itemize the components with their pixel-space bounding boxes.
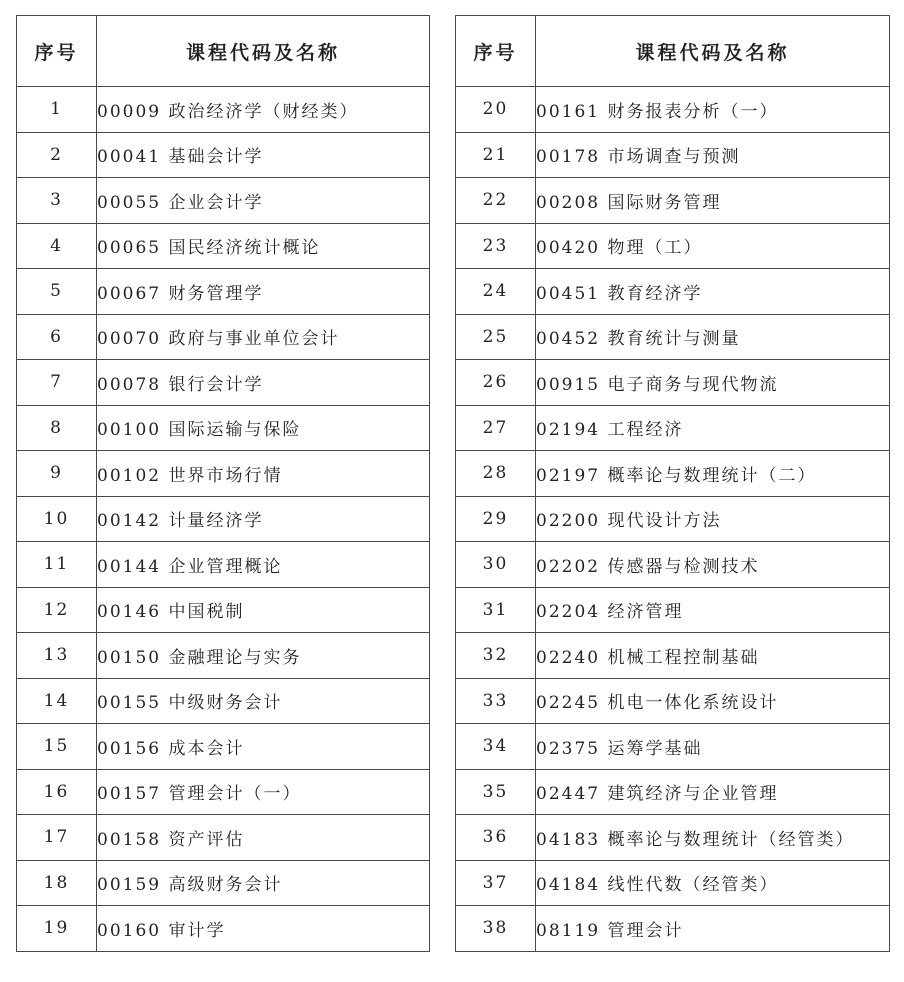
serial-number-cell: 7 xyxy=(17,360,97,406)
table-row xyxy=(456,542,890,588)
course-code-name-cell: 00055 企业会计学 xyxy=(97,178,430,224)
header-serial-number: 序号 xyxy=(17,16,97,87)
serial-number-cell: 35 xyxy=(456,769,536,815)
table-row xyxy=(456,633,890,679)
table-row xyxy=(17,587,430,633)
table-row xyxy=(456,314,890,360)
table-row xyxy=(456,496,890,542)
serial-number-cell: 13 xyxy=(17,633,97,679)
serial-number-cell: 37 xyxy=(456,860,536,906)
table-row xyxy=(17,542,430,588)
serial-number-cell: 16 xyxy=(17,769,97,815)
serial-number-cell: 36 xyxy=(456,815,536,861)
course-code-name-cell: 00065 国民经济统计概论 xyxy=(97,223,430,269)
table-row xyxy=(456,769,890,815)
serial-number-cell: 10 xyxy=(17,496,97,542)
serial-number-cell: 26 xyxy=(456,360,536,406)
course-code-name-cell: 00178 市场调查与预测 xyxy=(536,132,890,178)
table-row xyxy=(17,496,430,542)
course-code-name-cell: 00009 政治经济学（财经类） xyxy=(97,87,430,133)
course-code-name-cell: 02197 概率论与数理统计（二） xyxy=(536,451,890,497)
serial-number-cell: 22 xyxy=(456,178,536,224)
header-course-code-name: 课程代码及名称 xyxy=(536,16,890,87)
course-table-right xyxy=(455,15,890,952)
serial-number-cell: 23 xyxy=(456,223,536,269)
table-row xyxy=(17,132,430,178)
course-code-name-cell: 04183 概率论与数理统计（经管类） xyxy=(536,815,890,861)
table-row xyxy=(17,860,430,906)
serial-number-cell: 6 xyxy=(17,314,97,360)
course-code-name-cell: 08119 管理会计 xyxy=(536,906,890,952)
course-code-name-cell: 02240 机械工程控制基础 xyxy=(536,633,890,679)
serial-number-cell: 28 xyxy=(456,451,536,497)
course-code-name-cell: 02447 建筑经济与企业管理 xyxy=(536,769,890,815)
serial-number-cell: 9 xyxy=(17,451,97,497)
serial-number-cell: 14 xyxy=(17,678,97,724)
course-code-name-cell: 00142 计量经济学 xyxy=(97,496,430,542)
course-code-name-cell: 00102 世界市场行情 xyxy=(97,451,430,497)
table-row xyxy=(456,860,890,906)
table-row xyxy=(17,451,430,497)
course-code-name-cell: 02245 机电一体化系统设计 xyxy=(536,678,890,724)
table-row xyxy=(456,87,890,133)
serial-number-cell: 32 xyxy=(456,633,536,679)
serial-number-cell: 4 xyxy=(17,223,97,269)
course-code-name-cell: 00067 财务管理学 xyxy=(97,269,430,315)
course-code-name-cell: 00161 财务报表分析（一） xyxy=(536,87,890,133)
table-row xyxy=(17,906,430,952)
table-row xyxy=(17,360,430,406)
serial-number-cell: 30 xyxy=(456,542,536,588)
serial-number-cell: 18 xyxy=(17,860,97,906)
serial-number-cell: 34 xyxy=(456,724,536,770)
table-header-row xyxy=(17,16,430,87)
table-row xyxy=(17,815,430,861)
serial-number-cell: 11 xyxy=(17,542,97,588)
serial-number-cell: 24 xyxy=(456,269,536,315)
table-row xyxy=(456,360,890,406)
serial-number-cell: 38 xyxy=(456,906,536,952)
header-course-code-name: 课程代码及名称 xyxy=(97,16,430,87)
course-code-name-cell: 00158 资产评估 xyxy=(97,815,430,861)
table-row xyxy=(17,678,430,724)
course-code-name-cell: 00100 国际运输与保险 xyxy=(97,405,430,451)
table-body-left xyxy=(17,87,430,952)
course-code-name-cell: 00150 金融理论与实务 xyxy=(97,633,430,679)
course-code-name-cell: 00451 教育经济学 xyxy=(536,269,890,315)
table-row xyxy=(456,405,890,451)
serial-number-cell: 15 xyxy=(17,724,97,770)
table-row xyxy=(17,314,430,360)
serial-number-cell: 3 xyxy=(17,178,97,224)
serial-number-cell: 5 xyxy=(17,269,97,315)
header-serial-number: 序号 xyxy=(456,16,536,87)
serial-number-cell: 19 xyxy=(17,906,97,952)
course-code-name-cell: 00144 企业管理概论 xyxy=(97,542,430,588)
course-code-name-cell: 00078 银行会计学 xyxy=(97,360,430,406)
course-code-name-cell: 00146 中国税制 xyxy=(97,587,430,633)
serial-number-cell: 31 xyxy=(456,587,536,633)
serial-number-cell: 12 xyxy=(17,587,97,633)
course-code-name-cell: 00070 政府与事业单位会计 xyxy=(97,314,430,360)
course-code-name-cell: 00208 国际财务管理 xyxy=(536,178,890,224)
table-header-row xyxy=(456,16,890,87)
course-code-name-cell: 00041 基础会计学 xyxy=(97,132,430,178)
table-row xyxy=(17,405,430,451)
table-row xyxy=(456,223,890,269)
serial-number-cell: 33 xyxy=(456,678,536,724)
table-row xyxy=(17,87,430,133)
course-code-name-cell: 02194 工程经济 xyxy=(536,405,890,451)
serial-number-cell: 20 xyxy=(456,87,536,133)
course-code-name-cell: 00159 高级财务会计 xyxy=(97,860,430,906)
course-code-name-cell: 00156 成本会计 xyxy=(97,724,430,770)
serial-number-cell: 2 xyxy=(17,132,97,178)
course-code-name-cell: 00420 物理（工） xyxy=(536,223,890,269)
serial-number-cell: 17 xyxy=(17,815,97,861)
table-body-right xyxy=(456,87,890,952)
serial-number-cell: 25 xyxy=(456,314,536,360)
table-row xyxy=(456,815,890,861)
table-row xyxy=(17,269,430,315)
course-code-name-cell: 02204 经济管理 xyxy=(536,587,890,633)
serial-number-cell: 27 xyxy=(456,405,536,451)
table-row xyxy=(17,633,430,679)
serial-number-cell: 8 xyxy=(17,405,97,451)
table-row xyxy=(456,724,890,770)
course-code-name-cell: 00452 教育统计与测量 xyxy=(536,314,890,360)
course-code-name-cell: 00915 电子商务与现代物流 xyxy=(536,360,890,406)
table-row xyxy=(456,906,890,952)
table-row xyxy=(456,678,890,724)
table-row xyxy=(456,132,890,178)
course-code-name-cell: 00157 管理会计（一） xyxy=(97,769,430,815)
table-row xyxy=(456,587,890,633)
table-row xyxy=(17,769,430,815)
course-code-name-cell: 00160 审计学 xyxy=(97,906,430,952)
serial-number-cell: 21 xyxy=(456,132,536,178)
course-code-name-cell: 04184 线性代数（经管类） xyxy=(536,860,890,906)
table-row xyxy=(17,178,430,224)
course-code-name-cell: 00155 中级财务会计 xyxy=(97,678,430,724)
table-row xyxy=(456,269,890,315)
table-row xyxy=(456,451,890,497)
course-table-left xyxy=(16,15,430,952)
table-row xyxy=(17,724,430,770)
table-row xyxy=(17,223,430,269)
table-row xyxy=(456,178,890,224)
serial-number-cell: 1 xyxy=(17,87,97,133)
course-code-name-cell: 02200 现代设计方法 xyxy=(536,496,890,542)
serial-number-cell: 29 xyxy=(456,496,536,542)
course-code-name-cell: 02202 传感器与检测技术 xyxy=(536,542,890,588)
course-code-name-cell: 02375 运筹学基础 xyxy=(536,724,890,770)
